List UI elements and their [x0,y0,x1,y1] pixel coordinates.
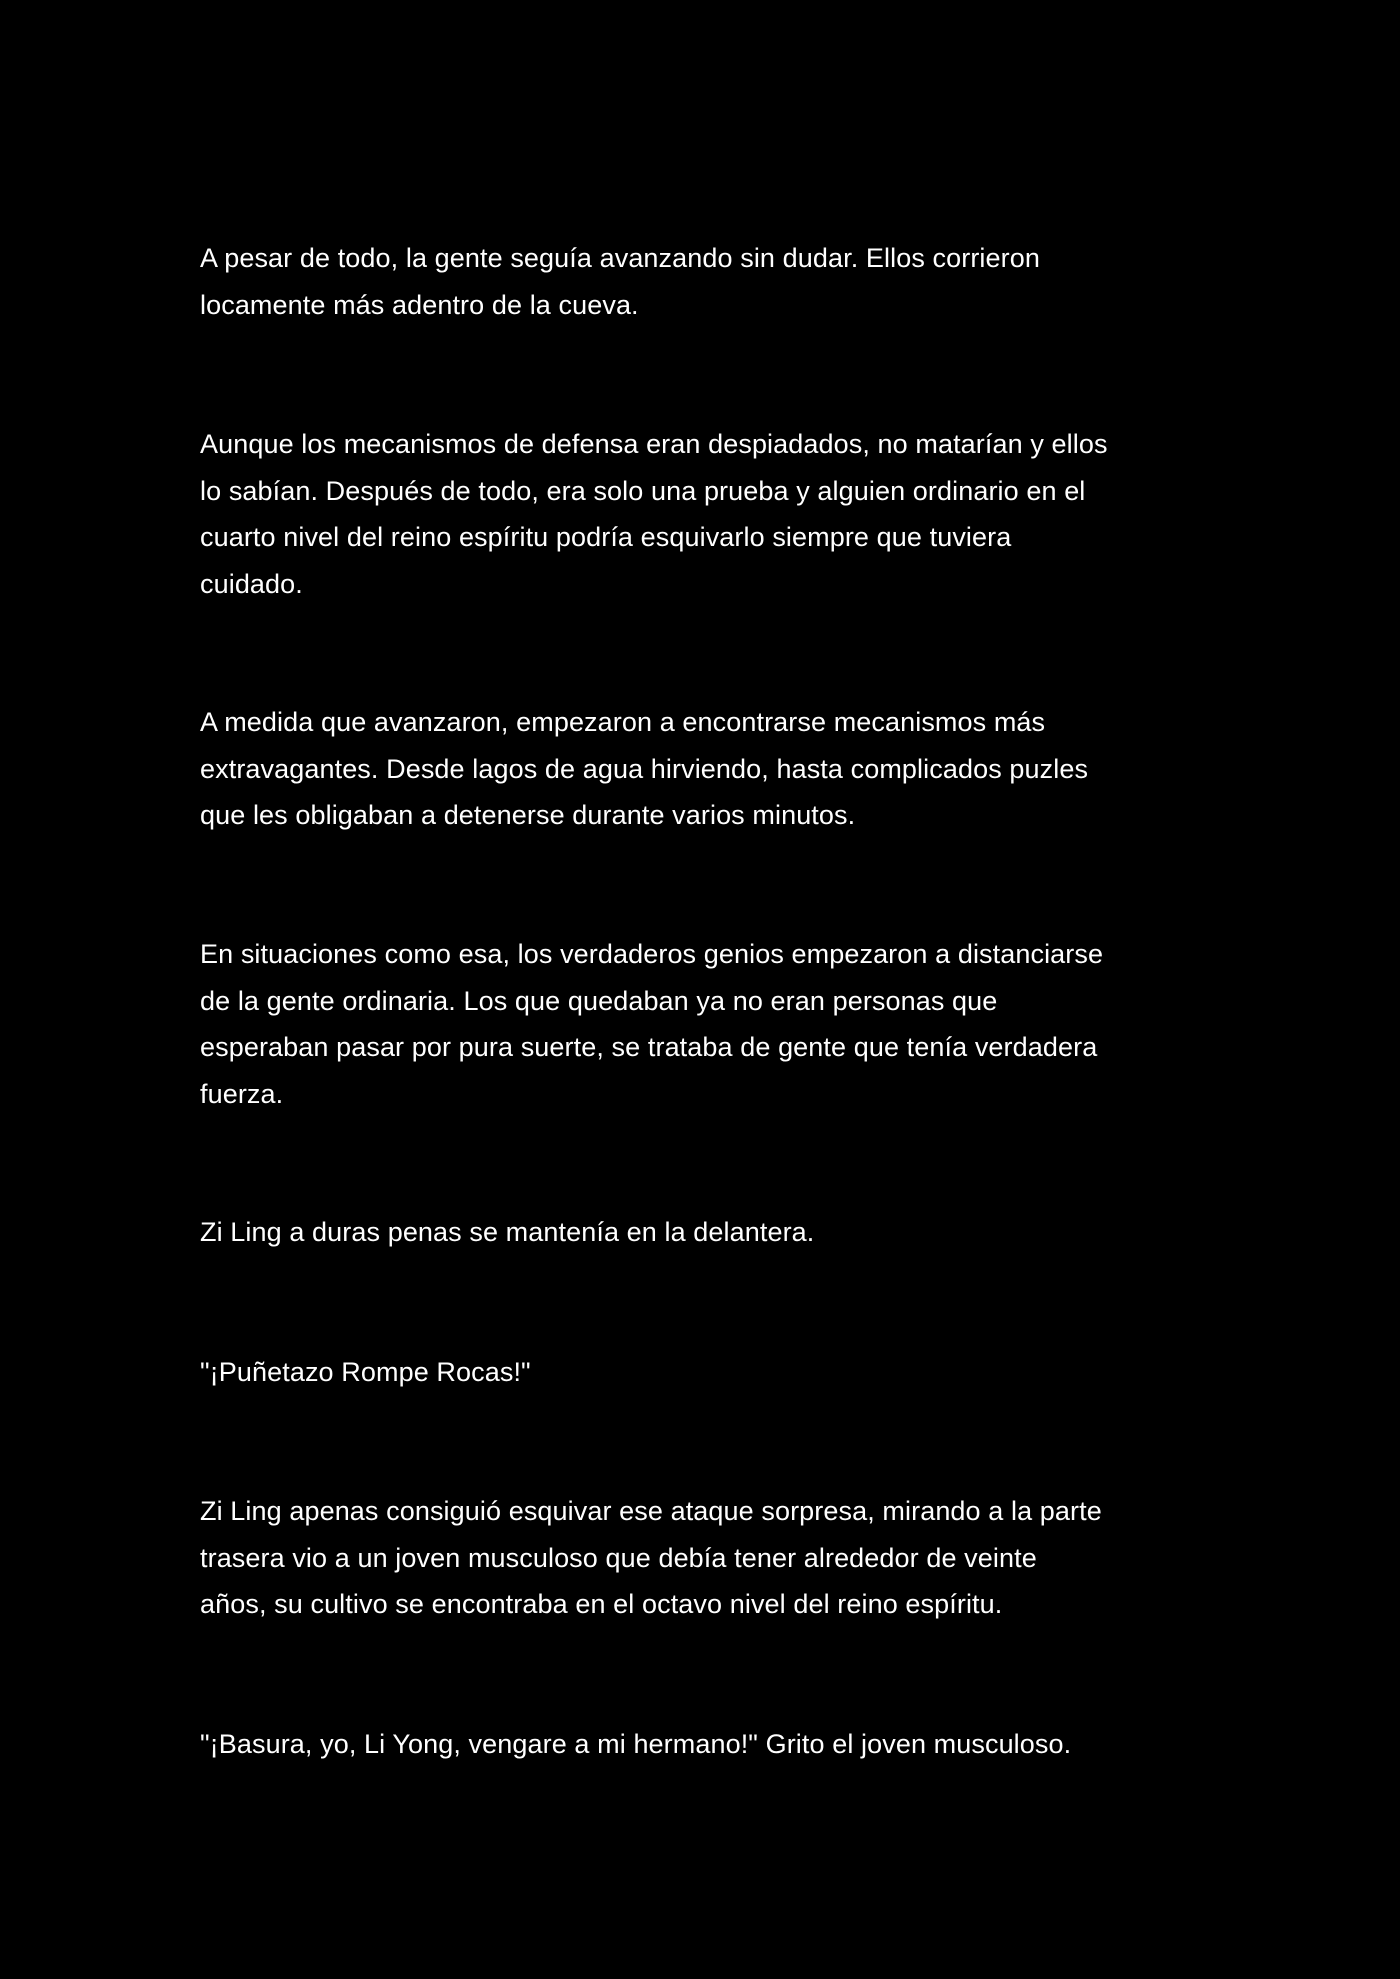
dialogue-line: "¡Puñetazo Rompe Rocas!" [200,1357,531,1387]
paragraph: Zi Ling apenas consiguió esquivar ese ataque sorpresa, mirando a la parte trasera vio a un joven musculoso que debía tener alrededor de veinte años, su cultivo se encontraba en el octavo nivel del reino espíritu. [200,1496,1102,1619]
paragraph: A pesar de todo, la gente seguía avanzando sin dudar. Ellos corrieron locamente más adentro de la cueva. [200,243,1040,320]
paragraph: A medida que avanzaron, empezaron a encontrarse mecanismos más extravagantes. Desde lagos de agua hirviendo, hasta complicados puzles que les obligaban a detenerse durante varios minutos. [200,707,1089,830]
paragraph: Aunque los mecanismos de defensa eran despiadados, no matarían y ellos lo sabían. Después de todo, era solo una prueba y alguien ordinario en el cuarto nivel del reino espíritu podría esquivarlo siempre que tuviera cuidado. [200,429,1108,599]
paragraph: En situaciones como esa, los verdaderos genios empezaron a distanciarse de la gente ordinaria. Los que quedaban ya no eran personas que esperaban pasar por pura suerte, se trataba de gente que tenía verdadera fuerza. [200,939,1104,1109]
dialogue-line: "¡Basura, yo, Li Yong, vengare a mi hermano!" Grito el joven musculoso. [200,1729,1072,1759]
paragraph: Zi Ling a duras penas se mantenía en la delantera. [200,1217,815,1247]
